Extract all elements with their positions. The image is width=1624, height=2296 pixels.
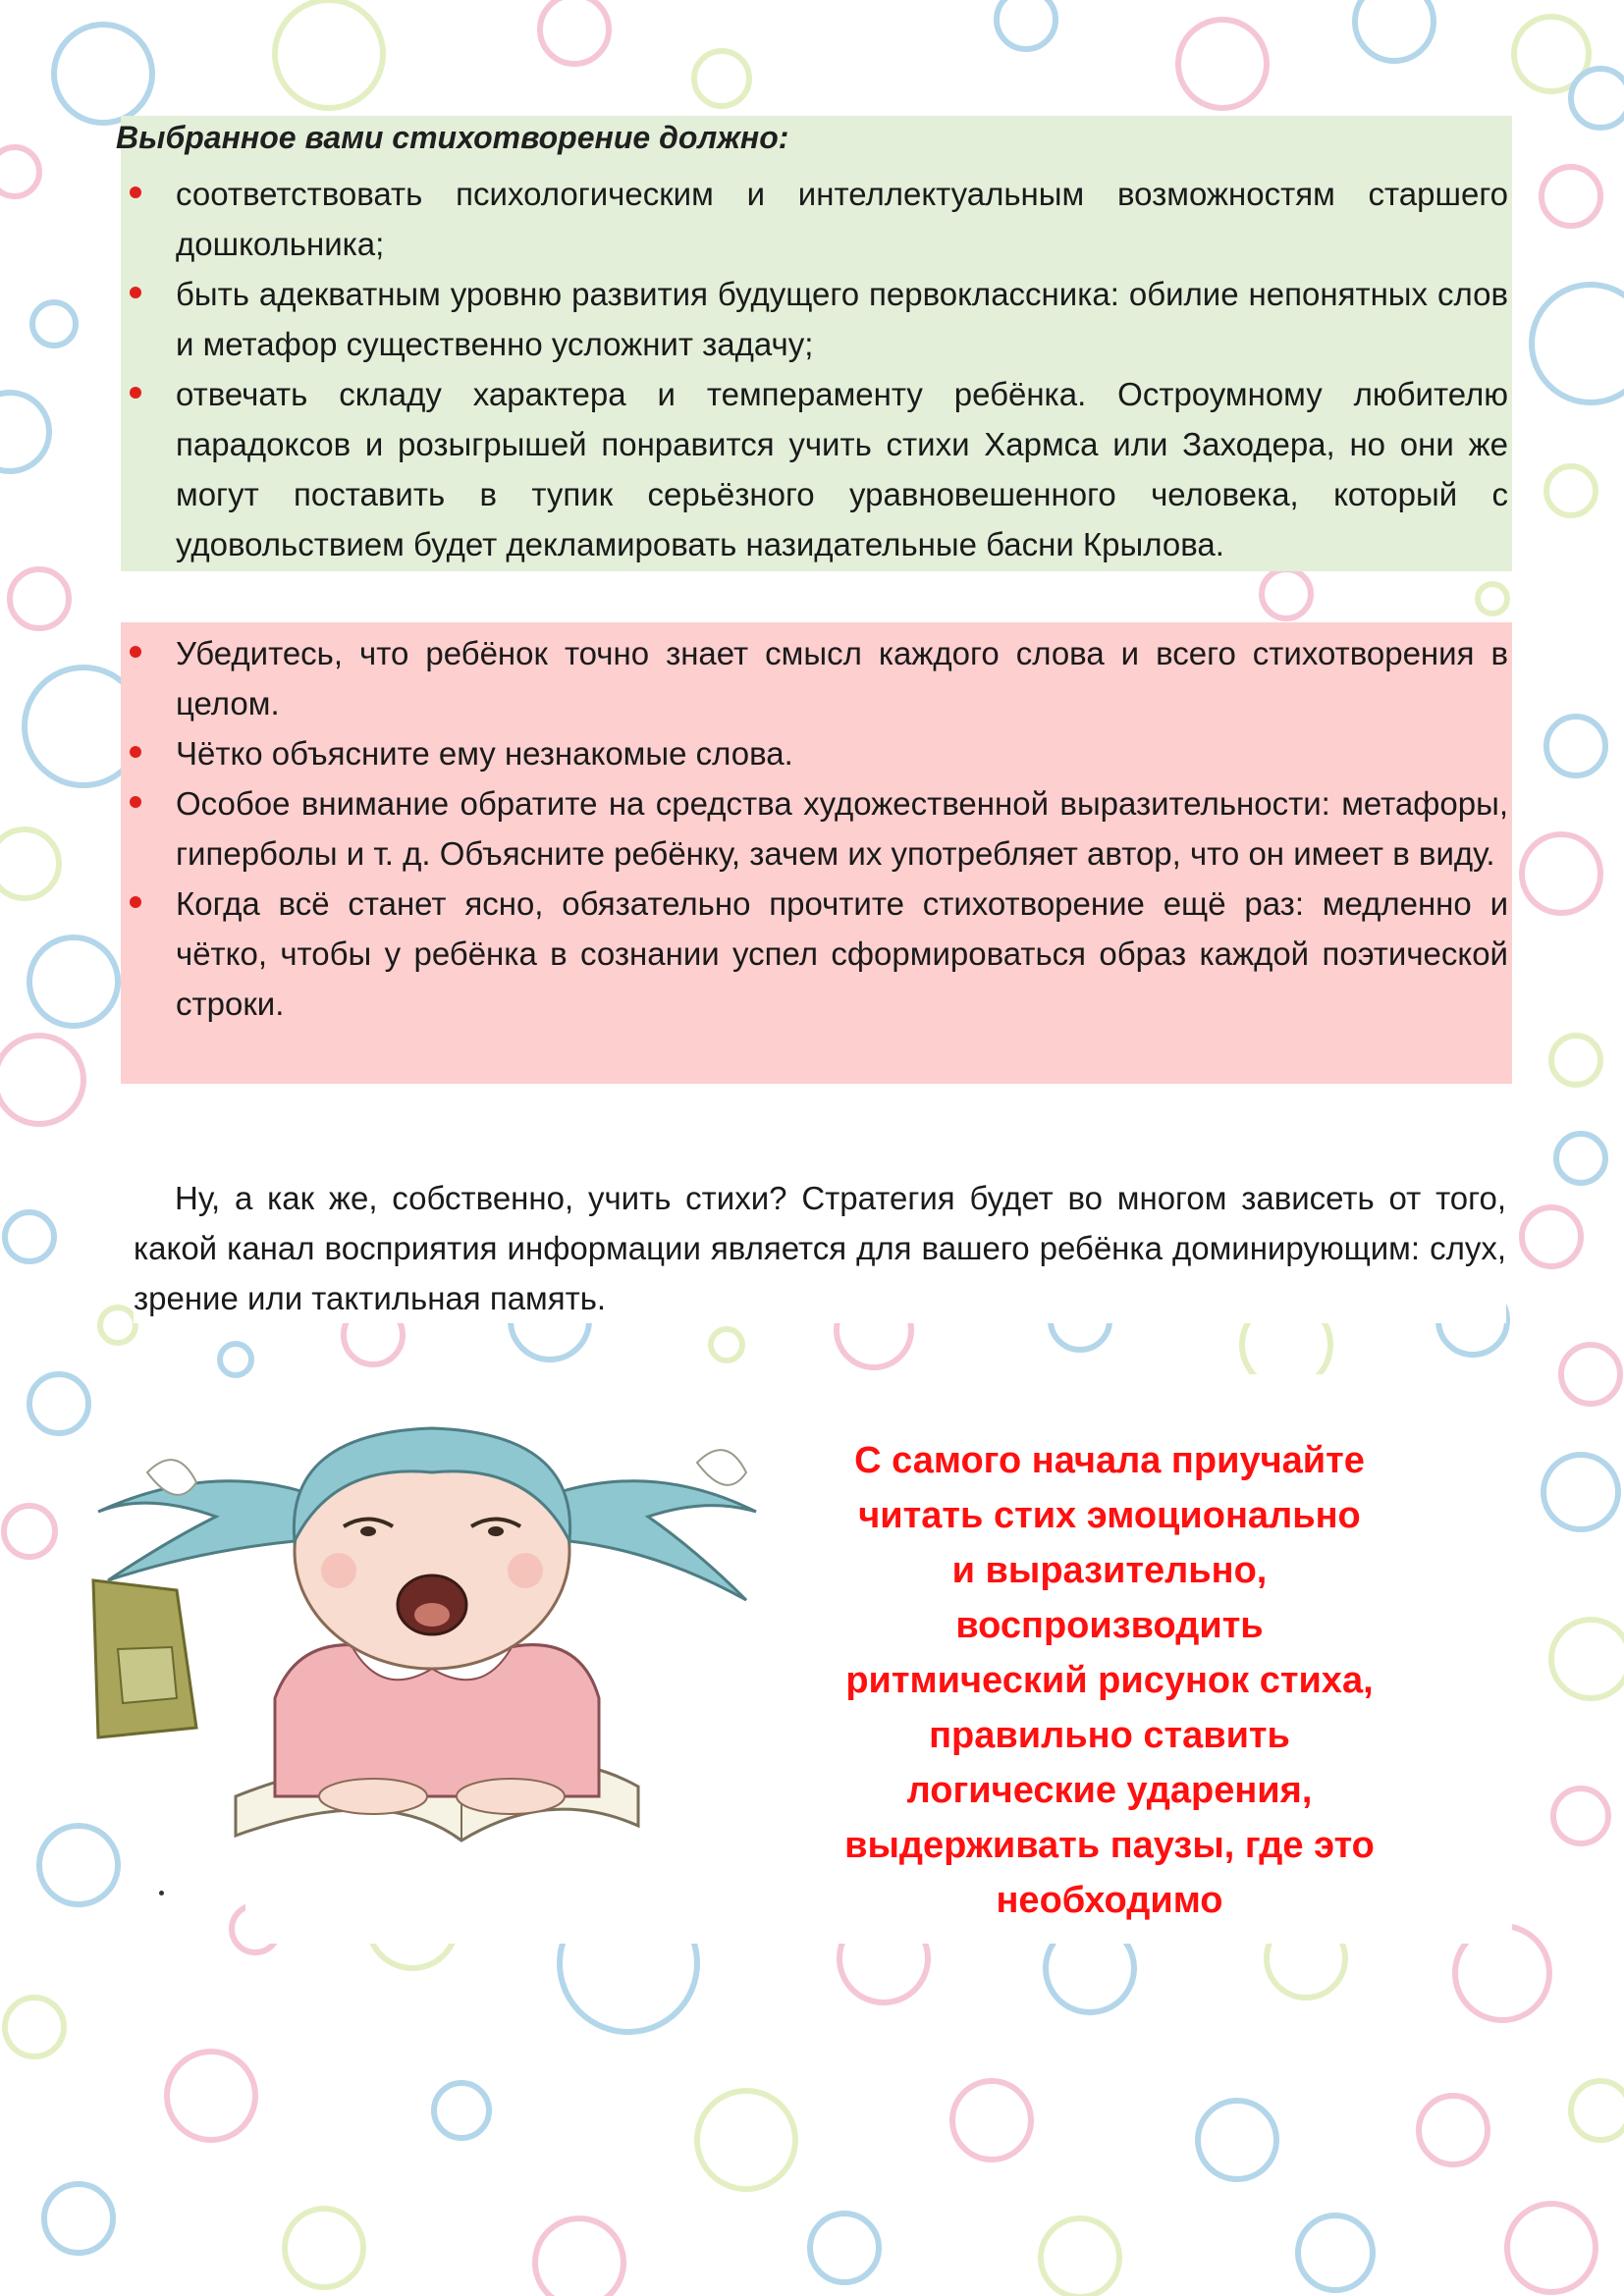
polka-dot bbox=[167, 2052, 255, 2140]
polka-dot bbox=[1507, 2204, 1596, 2292]
polka-dot bbox=[810, 2214, 879, 2282]
polka-dot bbox=[4, 1506, 55, 1557]
polka-dot bbox=[0, 829, 59, 898]
requirements-list bbox=[122, 169, 1508, 569]
polka-dot bbox=[1561, 1345, 1620, 1404]
bullet-icon bbox=[130, 387, 141, 399]
polka-dot bbox=[275, 0, 383, 108]
polka-dot bbox=[5, 1998, 64, 2056]
polka-dot bbox=[952, 2081, 1031, 2160]
polka-dot bbox=[220, 1344, 251, 1375]
polka-dot bbox=[1419, 2096, 1488, 2164]
polka-dot bbox=[285, 2209, 363, 2287]
polka-dot bbox=[1532, 285, 1624, 402]
polka-dot bbox=[694, 51, 749, 106]
bullet-icon bbox=[130, 287, 141, 298]
polka-dot bbox=[711, 1329, 742, 1361]
polka-dot bbox=[44, 2184, 113, 2253]
polka-dot bbox=[1571, 2081, 1624, 2140]
polka-dot bbox=[1041, 2218, 1119, 2296]
stray-dot bbox=[159, 1891, 164, 1896]
bullet-icon bbox=[130, 646, 141, 658]
polka-dot bbox=[535, 2218, 623, 2296]
polka-dot bbox=[1178, 20, 1267, 108]
polka-dot bbox=[1298, 2216, 1373, 2290]
list-item: Когда всё станет ясно, обязательно прочтите стихотворение ещё раз: медленно и чётко, чтобы у ребёнка в сознании успел сформироваться образ каждой поэтической строки. bbox=[122, 879, 1508, 1029]
polka-dot bbox=[0, 1036, 83, 1124]
polka-dot bbox=[1522, 1207, 1581, 1266]
polka-dot bbox=[540, 0, 609, 64]
polka-dot bbox=[1522, 834, 1600, 913]
polka-dot bbox=[434, 2083, 489, 2138]
polka-dot bbox=[1553, 1789, 1608, 1843]
polka-dot bbox=[1571, 69, 1624, 128]
tips-list bbox=[122, 628, 1508, 1029]
requirements-heading: Выбранное вами стихотворение должно: bbox=[116, 120, 789, 155]
polka-dot bbox=[29, 1374, 88, 1433]
polka-dot bbox=[1551, 1620, 1624, 1698]
polka-dot bbox=[100, 1308, 135, 1343]
list-item: Чётко объясните ему незнакомые слова. bbox=[122, 728, 1508, 778]
polka-dot bbox=[1355, 0, 1434, 61]
polka-dot bbox=[1543, 1455, 1618, 1529]
girl-reciting-poem-icon bbox=[88, 1404, 766, 1885]
polka-dot bbox=[0, 147, 39, 196]
bullet-icon bbox=[130, 187, 141, 198]
bullet-icon bbox=[130, 896, 141, 908]
polka-dot bbox=[1198, 2101, 1276, 2179]
polka-dot bbox=[1262, 569, 1311, 618]
callout-text: С самого начала приучайте читать стих эмоционально и выразительно, воспроизводить ритмический рисунок стиха, правильно ставить логические ударения, выдерживать паузы, где это необходимо bbox=[844, 1440, 1375, 1921]
polka-dot bbox=[697, 2091, 795, 2189]
bullet-icon bbox=[130, 796, 141, 808]
polka-dot bbox=[54, 25, 152, 123]
polka-dot bbox=[1542, 167, 1600, 226]
polka-dot bbox=[5, 1212, 54, 1261]
polka-dot bbox=[1546, 717, 1605, 775]
list-item: соответствовать психологическим и интеллектуальным возможностям старшего дошкольника; bbox=[122, 169, 1508, 269]
polka-dot bbox=[10, 569, 69, 628]
polka-dot bbox=[0, 393, 49, 471]
polka-dot bbox=[1551, 1036, 1600, 1085]
polka-dot bbox=[997, 0, 1056, 49]
body-paragraph: Ну, а как же, собственно, учить стихи? Стратегия будет во многом зависеть от того, какой канал восприятия информации является для вашего ребёнка доминирующим: слух, зрение или тактильная память. bbox=[134, 1173, 1506, 1323]
polka-dot bbox=[29, 937, 118, 1026]
bullet-icon bbox=[130, 746, 141, 758]
polka-dot bbox=[1546, 466, 1596, 515]
list-item: отвечать складу характера и темпераменту ребёнка. Остроумному любителю парадоксов и розыгрышей понравится учить стихи Хармса или Заходера, но они же могут поставить в тупик серьёзного уравновешенного человека, который с удовольствием будет декламировать назидательные басни Крылова. bbox=[122, 369, 1508, 569]
polka-dot bbox=[1556, 1134, 1605, 1183]
list-item: Особое внимание обратите на средства художественной выразительности: метафоры, гиперболы и т. д. Объясните ребёнку, зачем их употребляет автор, что он имеет в виду. bbox=[122, 778, 1508, 879]
polka-dot bbox=[1478, 584, 1507, 614]
list-item: Убедитесь, что ребёнок точно знает смысл каждого слова и всего стихотворения в целом. bbox=[122, 628, 1508, 728]
list-item: быть адекватным уровню развития будущего первоклассника: обилие непонятных слов и метафор существенно усложнит задачу; bbox=[122, 269, 1508, 369]
polka-dot bbox=[32, 302, 76, 346]
